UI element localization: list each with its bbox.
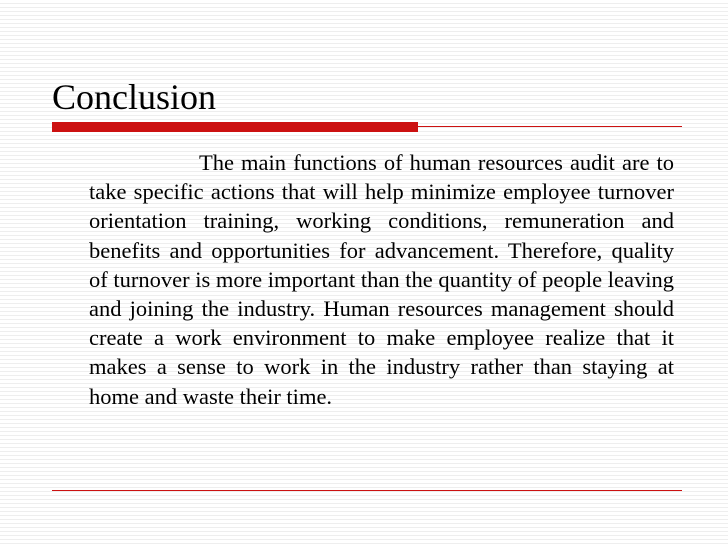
footer-divider	[52, 490, 682, 491]
title-underline	[52, 122, 682, 132]
title-underline-thin	[418, 126, 682, 127]
title-underline-thick	[52, 122, 418, 132]
slide-body-paragraph: The main functions of human resources audit are to take specific actions that will help minimize employee turnover orientation training, working conditions, remuneration and benefits and opportunities for advancement. Therefore, quality of turnover is more important than the quantity of people leaving and joining the industry. Human resources management should create a work environment to make employee realize that it makes a sense to work in the industry rather than staying at home and waste their time.	[89, 150, 674, 409]
slide-title: Conclusion	[52, 77, 217, 117]
